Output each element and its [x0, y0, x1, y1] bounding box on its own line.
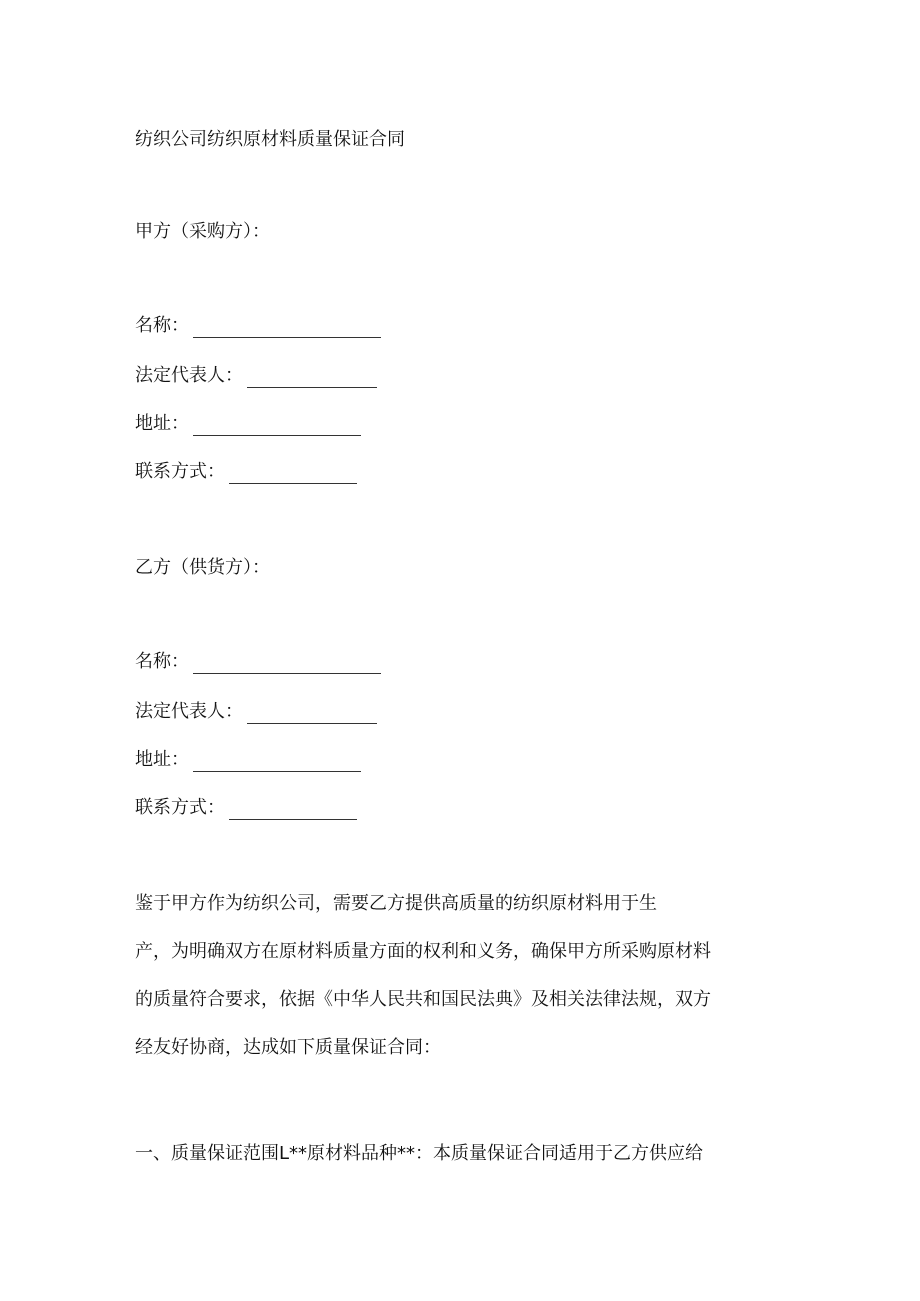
party-b-contact-field [135, 796, 357, 820]
party-a-name-blank[interactable] [193, 320, 381, 338]
field-label: 法定代表人： [135, 701, 243, 722]
preamble-line: 经友好协商，达成如下质量保证合同： [135, 1037, 441, 1058]
party-a-heading: 甲方（采购方）： [135, 221, 270, 242]
party-b-contact-blank[interactable] [229, 802, 357, 820]
party-a-legal-rep-field [135, 364, 377, 388]
party-a-address-blank[interactable] [193, 418, 361, 436]
party-a-contact-blank[interactable] [229, 466, 357, 484]
party-b-address-field [135, 748, 361, 772]
party-a-legal-rep-blank[interactable] [247, 370, 377, 388]
document-title: 纺织公司纺织原材料质量保证合同 [135, 129, 405, 150]
field-label: 联系方式： [135, 461, 225, 482]
field-label: 名称： [135, 315, 189, 336]
field-label: 名称： [135, 651, 189, 672]
party-b-address-blank[interactable] [193, 754, 361, 772]
party-b-legal-rep-field [135, 700, 377, 724]
party-b-heading: 乙方（供货方）： [135, 557, 270, 578]
field-label: 地址： [135, 413, 189, 434]
preamble-line: 的质量符合要求，依据《中华人民共和国民法典》及相关法律法规，双方 [135, 989, 711, 1010]
field-label: 地址： [135, 749, 189, 770]
party-a-contact-field [135, 460, 357, 484]
section-1-heading: 一、质量保证范围L**原材料品种**：本质量保证合同适用于乙方供应给 [135, 1143, 704, 1164]
field-label: 法定代表人： [135, 365, 243, 386]
party-a-name-field [135, 314, 381, 338]
party-b-name-field [135, 650, 381, 674]
preamble-line: 产，为明确双方在原材料质量方面的权利和义务，确保甲方所采购原材料 [135, 941, 711, 962]
preamble-line: 鉴于甲方作为纺织公司，需要乙方提供高质量的纺织原材料用于生 [135, 893, 657, 914]
party-a-address-field [135, 412, 361, 436]
party-b-legal-rep-blank[interactable] [247, 706, 377, 724]
party-b-name-blank[interactable] [193, 656, 381, 674]
field-label: 联系方式： [135, 797, 225, 818]
